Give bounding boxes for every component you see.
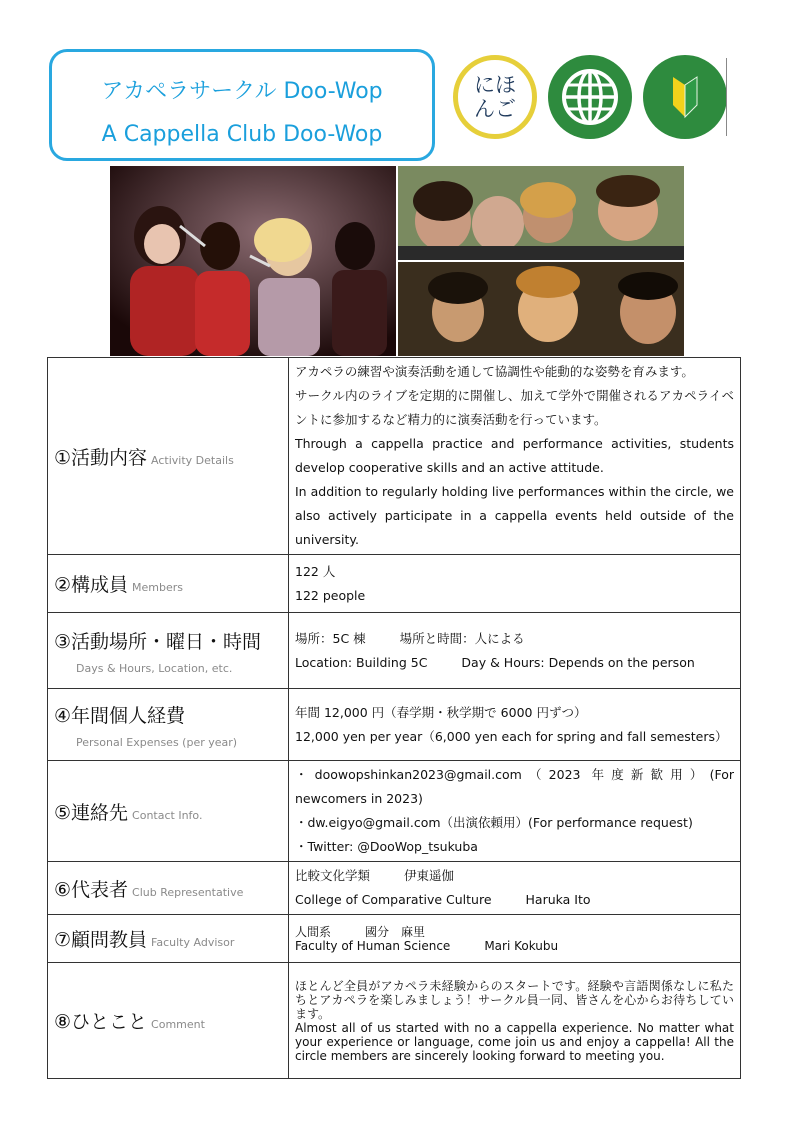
members-text: 122 人 122 people <box>289 555 741 613</box>
comment-text: ほとんど全員がアカペラ未経験からのスタートです。経験や言語関係なしに私たちとアカペラを楽しみましょう！サークル員一同、皆さんを心からお待ちしています。 Almost all of us started with no a cappella experience. No matter what your experience or language, come join us and enjoy a cappella! All the circle members are sincerely looking forward to meeting you. <box>289 963 741 1079</box>
stage-performance-photo <box>110 166 396 356</box>
table-row <box>48 358 741 555</box>
row-label: ⑧ひとこと Comment <box>48 963 289 1079</box>
row-label: ⑦顧問教員 Faculty Advisor <box>48 915 289 963</box>
location-text: 場所：5C 棟 場所と時間：人による Location: Building 5C Day & Hours: Depends on the person <box>289 613 741 689</box>
row-label: ⑤連絡先 Contact Info. <box>48 761 289 862</box>
club-title-jp: アカペラサークル Doo-Wop <box>101 79 383 104</box>
twitter-link[interactable]: ・Twitter: @DooWop_tsukuba <box>295 839 478 854</box>
group-peace-sign-photo <box>398 166 684 260</box>
table-row <box>48 761 741 862</box>
header-divider <box>726 58 727 136</box>
beginner-mark-icon <box>643 55 727 139</box>
table-row <box>48 689 741 761</box>
performance-email-link[interactable]: ・dw.eigyo@gmail.com（出演依頼用）(For performance request) <box>295 815 693 830</box>
nihongo-badge-line1: にほ <box>474 73 516 97</box>
row-label: ④年間個人経費 Personal Expenses (per year) <box>48 689 289 761</box>
activity-details-text: アカペラの練習や演奏活動を通して協調性や能動的な姿勢を育みます。 サークル内のライブを定期的に開催し、加えて学外で開催されるアカペライベントに参加するなど精力的に演奏活動を行っています。 Through a cappella practice and performance activities, students develop cooperative skills and an active attitude. In addition to regularly holding live performances within the circle, we also actively participate in a cappella events held outside of the university. <box>289 358 741 555</box>
row-label: ②構成員 Members <box>48 555 289 613</box>
row-label: ③活動場所・曜日・時間 Days & Hours, Location, etc. <box>48 613 289 689</box>
nihongo-badge-icon <box>453 55 537 139</box>
faculty-advisor-text: 人間系 國分 麻里 Faculty of Human Science Mari Kokubu <box>289 915 741 963</box>
club-title-box <box>49 49 435 161</box>
table-row <box>48 555 741 613</box>
singers-closeup-photo <box>398 262 684 356</box>
contact-info-text <box>289 761 741 862</box>
representative-text: 比較文化学類 伊東遥伽 College of Comparative Culture Haruka Ito <box>289 862 741 915</box>
row-label: ⑥代表者 Club Representative <box>48 862 289 915</box>
nihongo-badge-line2: んご <box>474 97 516 121</box>
club-title-en: A Cappella Club Doo-Wop <box>101 122 383 147</box>
table-row <box>48 862 741 915</box>
expenses-text: 年間 12,000 円（春学期・秋学期で 6000 円ずつ） 12,000 yen per year（6,000 yen each for spring and fall semesters） <box>289 689 741 761</box>
table-row <box>48 915 741 963</box>
globe-icon <box>548 55 632 139</box>
table-row <box>48 613 741 689</box>
club-info-table <box>47 357 741 1079</box>
row-label: ①活動内容 Activity Details <box>48 358 289 555</box>
table-row <box>48 963 741 1079</box>
newcomer-email-link[interactable]: ・doowopshinkan2023@gmail.com（2023 年度新歓用）(For newcomers in 2023) <box>295 767 734 806</box>
